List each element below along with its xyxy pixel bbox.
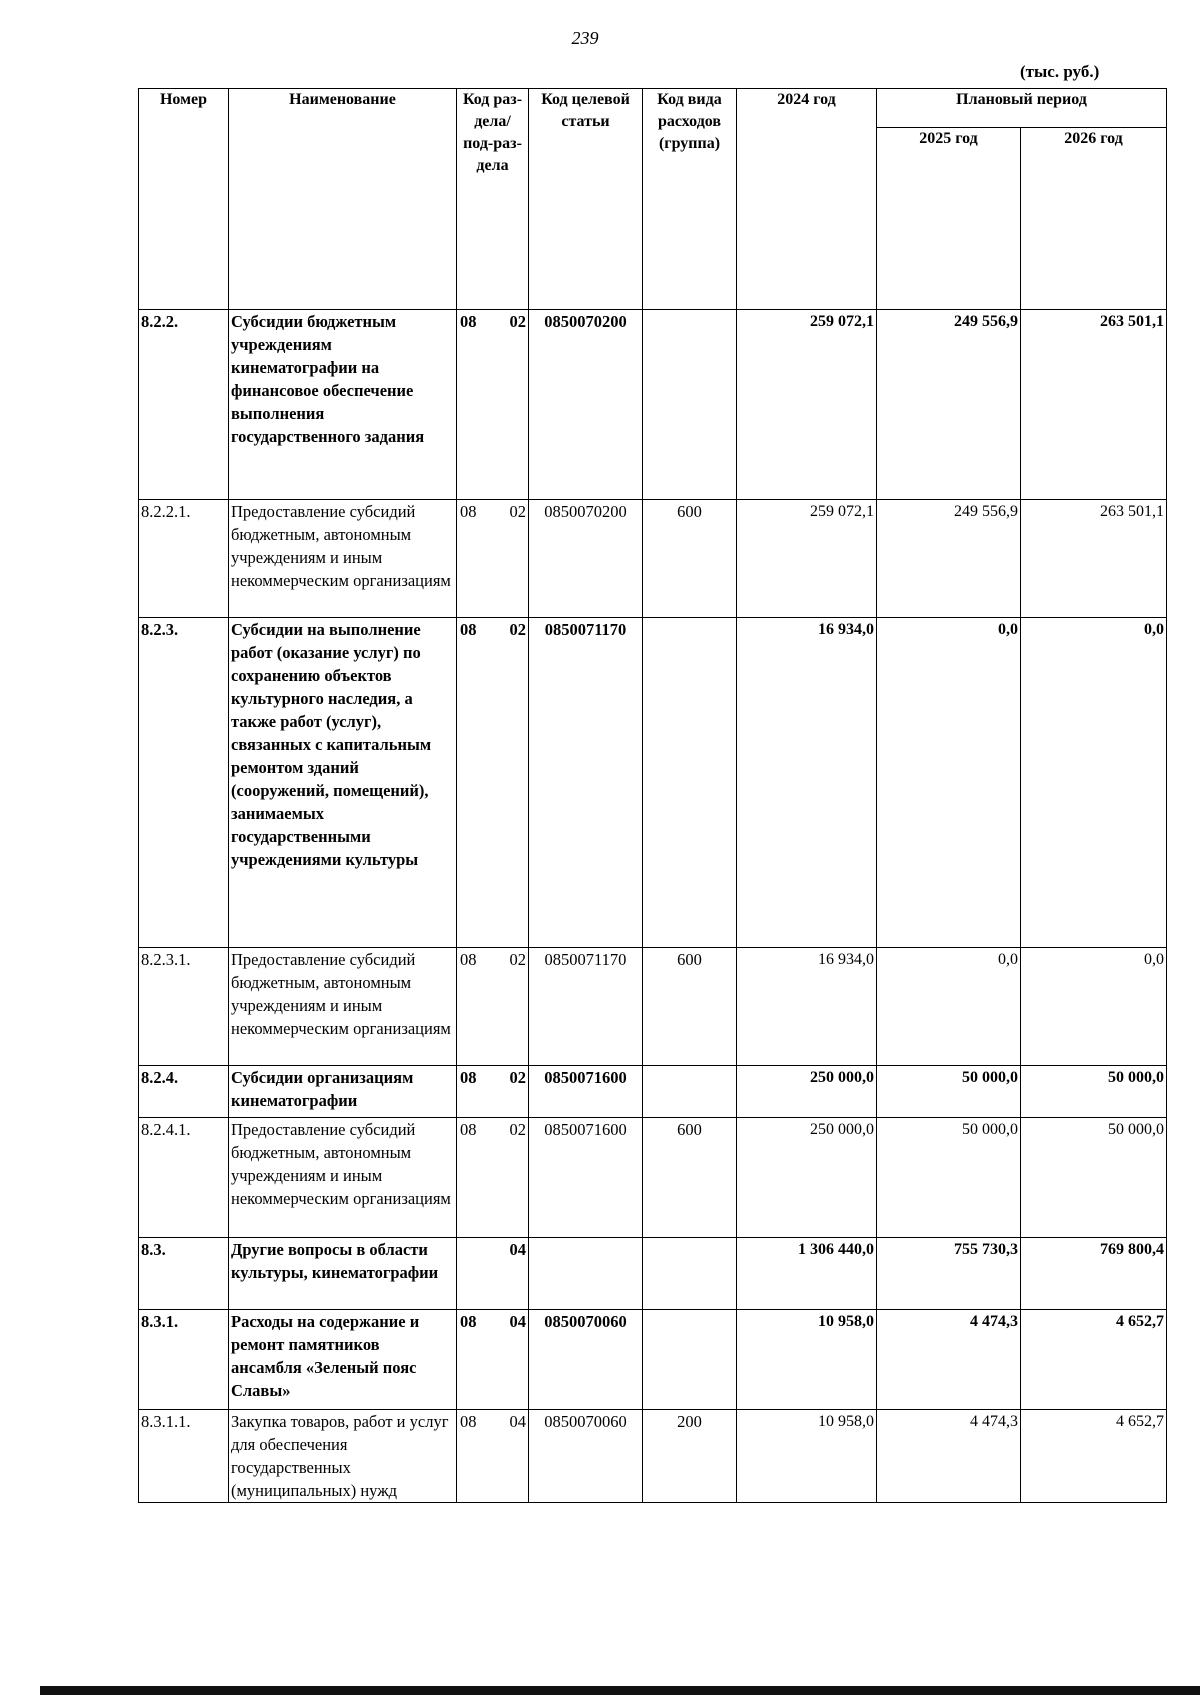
header-planned-period: Плановый период <box>877 89 1167 128</box>
row-target-code: 0850071600 <box>529 1118 643 1238</box>
row-amount-2025: 755 730,3 <box>877 1238 1021 1310</box>
row-name: Предоставление субсидий бюджетным, автономным учреждениям и иным некоммерческим организациям <box>229 500 457 618</box>
row-amount-2026: 4 652,7 <box>1021 1410 1167 1503</box>
row-expense-group: 200 <box>643 1410 737 1503</box>
row-amount-2024: 10 958,0 <box>737 1410 877 1503</box>
row-number: 8.3.1. <box>139 1310 229 1410</box>
row-amount-2024: 16 934,0 <box>737 618 877 948</box>
header-target-code: Код целевой статьи <box>529 89 643 310</box>
row-amount-2024: 10 958,0 <box>737 1310 877 1410</box>
subsection-code: 02 <box>509 312 526 331</box>
subsection-code: 02 <box>509 1068 526 1087</box>
row-number: 8.2.2. <box>139 310 229 500</box>
row-section-code <box>457 1310 529 1410</box>
row-amount-2026: 50 000,0 <box>1021 1118 1167 1238</box>
table-row <box>139 948 1167 1066</box>
bottom-border-bar <box>40 1686 1200 1695</box>
row-amount-2024: 259 072,1 <box>737 500 877 618</box>
row-amount-2025: 4 474,3 <box>877 1410 1021 1503</box>
row-amount-2024: 250 000,0 <box>737 1118 877 1238</box>
row-name: Расходы на содержание и ремонт памятников ансамбля «Зеленый пояс Славы» <box>229 1310 457 1410</box>
header-expense-group: Код вида расходов (группа) <box>643 89 737 310</box>
table-row <box>139 1310 1167 1410</box>
row-number: 8.2.4. <box>139 1066 229 1118</box>
section-code: 08 <box>460 502 477 521</box>
subsection-code: 02 <box>509 1120 526 1139</box>
row-amount-2024: 16 934,0 <box>737 948 877 1066</box>
row-amount-2026: 50 000,0 <box>1021 1066 1167 1118</box>
header-year-2026: 2026 год <box>1021 128 1167 310</box>
section-code: 08 <box>460 1120 477 1139</box>
row-target-code: 0850071170 <box>529 948 643 1066</box>
section-code: 08 <box>460 1412 477 1431</box>
row-amount-2025: 249 556,9 <box>877 500 1021 618</box>
row-amount-2026: 263 501,1 <box>1021 500 1167 618</box>
row-amount-2024: 259 072,1 <box>737 310 877 500</box>
row-name: Субсидии бюджетным учреждениям кинематографии на финансовое обеспечение выполнения государственного задания <box>229 310 457 500</box>
row-amount-2026: 4 652,7 <box>1021 1310 1167 1410</box>
row-name: Предоставление субсидий бюджетным, автономным учреждениям и иным некоммерческим организациям <box>229 1118 457 1238</box>
table-row <box>139 1118 1167 1238</box>
budget-table <box>138 88 1167 1503</box>
row-target-code: 0850071170 <box>529 618 643 948</box>
section-code: 08 <box>460 950 477 969</box>
row-amount-2025: 50 000,0 <box>877 1066 1021 1118</box>
row-amount-2026: 769 800,4 <box>1021 1238 1167 1310</box>
header-name: Наименование <box>229 89 457 310</box>
row-amount-2026: 0,0 <box>1021 618 1167 948</box>
row-section-code <box>457 1118 529 1238</box>
section-code: 08 <box>460 1068 477 1087</box>
table-row <box>139 500 1167 618</box>
table-row <box>139 1066 1167 1118</box>
row-expense-group: 600 <box>643 1118 737 1238</box>
row-expense-group <box>643 1310 737 1410</box>
row-target-code: 0850070200 <box>529 500 643 618</box>
page-number: 239 <box>571 28 599 48</box>
row-number: 8.2.3.1. <box>139 948 229 1066</box>
section-code: 08 <box>460 620 477 639</box>
section-code: 08 <box>460 312 477 331</box>
row-amount-2025: 0,0 <box>877 618 1021 948</box>
row-amount-2024: 1 306 440,0 <box>737 1238 877 1310</box>
row-number: 8.2.2.1. <box>139 500 229 618</box>
row-expense-group <box>643 1066 737 1118</box>
subsection-code: 02 <box>509 620 526 639</box>
row-expense-group <box>643 310 737 500</box>
table-row <box>139 618 1167 948</box>
header-number: Номер <box>139 89 229 310</box>
header-year-2025: 2025 год <box>877 128 1021 310</box>
row-amount-2024: 250 000,0 <box>737 1066 877 1118</box>
row-number: 8.3. <box>139 1238 229 1310</box>
row-target-code <box>529 1238 643 1310</box>
table-row <box>139 1410 1167 1503</box>
row-amount-2025: 50 000,0 <box>877 1118 1021 1238</box>
row-section-code <box>457 1238 529 1310</box>
row-target-code: 0850071600 <box>529 1066 643 1118</box>
subsection-code: 02 <box>509 950 526 969</box>
row-target-code: 0850070060 <box>529 1310 643 1410</box>
subsection-code: 02 <box>509 502 526 521</box>
row-section-code <box>457 1410 529 1503</box>
row-amount-2025: 249 556,9 <box>877 310 1021 500</box>
row-name: Субсидии организациям кинематографии <box>229 1066 457 1118</box>
row-name: Закупка товаров, работ и услуг для обеспечения государственных (муниципальных) нужд <box>229 1410 457 1503</box>
row-target-code: 0850070060 <box>529 1410 643 1503</box>
row-section-code <box>457 1066 529 1118</box>
units-label: (тыс. руб.) <box>1020 62 1100 81</box>
subsection-code: 04 <box>509 1412 526 1431</box>
row-amount-2026: 0,0 <box>1021 948 1167 1066</box>
row-amount-2025: 4 474,3 <box>877 1310 1021 1410</box>
row-section-code <box>457 618 529 948</box>
row-expense-group <box>643 1238 737 1310</box>
table-body <box>139 310 1167 1503</box>
row-amount-2026: 263 501,1 <box>1021 310 1167 500</box>
row-expense-group: 600 <box>643 500 737 618</box>
header-section-code: Код раз-дела/ под-раз-дела <box>457 89 529 310</box>
header-year-2024: 2024 год <box>737 89 877 310</box>
row-name: Предоставление субсидий бюджетным, автономным учреждениям и иным некоммерческим организациям <box>229 948 457 1066</box>
row-number: 8.2.4.1. <box>139 1118 229 1238</box>
row-target-code: 0850070200 <box>529 310 643 500</box>
row-section-code <box>457 948 529 1066</box>
row-number: 8.2.3. <box>139 618 229 948</box>
row-section-code <box>457 500 529 618</box>
row-section-code <box>457 310 529 500</box>
row-number: 8.3.1.1. <box>139 1410 229 1503</box>
table-row <box>139 1238 1167 1310</box>
table-row <box>139 310 1167 500</box>
row-expense-group: 600 <box>643 948 737 1066</box>
section-code: 08 <box>460 1312 477 1331</box>
subsection-code: 04 <box>509 1240 526 1259</box>
row-expense-group <box>643 618 737 948</box>
row-amount-2025: 0,0 <box>877 948 1021 1066</box>
row-name: Другие вопросы в области культуры, кинематографии <box>229 1238 457 1310</box>
row-name: Субсидии на выполнение работ (оказание услуг) по сохранению объектов культурного наследия, а также работ (услуг), связанных с капитальным ремонтом зданий (сооружений, помещений), занимаемых государственными учреждениями культуры <box>229 618 457 948</box>
subsection-code: 04 <box>509 1312 526 1331</box>
